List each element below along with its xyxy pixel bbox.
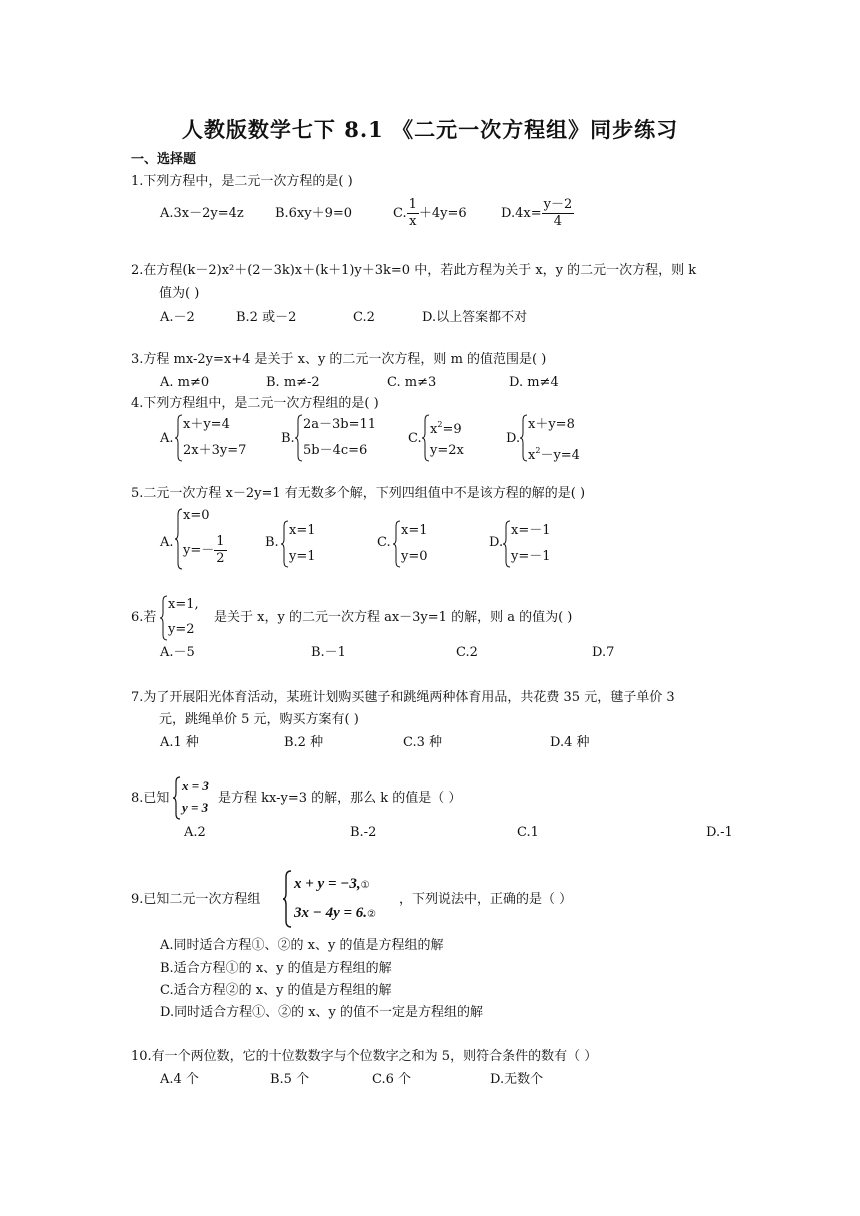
- q6-eq1: x=1,: [168, 597, 199, 612]
- q2-option-a: A.－2: [160, 310, 195, 325]
- q6-option-b: B.－1: [311, 645, 346, 660]
- q10-option-a: A.4 个: [160, 1072, 199, 1087]
- q7-option-c: C.3 种: [403, 735, 443, 750]
- q5-a-eq2: [183, 534, 227, 568]
- q5-a-eq2-prefix: y=－: [183, 543, 215, 558]
- q1-c-prefix: C.: [393, 206, 407, 221]
- q9-system: [283, 870, 403, 928]
- q8-system: [173, 776, 217, 820]
- q9-eq2-text: 3x − 4y = 6.: [294, 905, 368, 921]
- q5-c-eq1: x=1: [401, 523, 428, 538]
- brace-icon: [295, 414, 303, 462]
- q10-option-b: B.5 个: [270, 1072, 310, 1087]
- q7-line1: 7.为了开展阳光体育活动，某班计划购买毽子和跳绳两种体育用品，共花费 35 元，毽子单价 3: [131, 690, 675, 705]
- q1-option-c: [393, 196, 467, 232]
- q1-c-numerator: 1: [408, 197, 417, 212]
- document-title: 人教版数学七下 8.1 《二元一次方程组》同步练习: [181, 117, 679, 142]
- q5-c-eq2: y=0: [401, 549, 428, 564]
- q4-c-system: [422, 414, 482, 462]
- brace-icon: [175, 414, 183, 462]
- q2-option-b: B.2 或－2: [236, 310, 297, 325]
- q1-option-b: B.6xy＋9=0: [275, 206, 353, 221]
- q5-c-label: C.: [377, 535, 391, 550]
- q5-d-eq2: y=－1: [511, 549, 551, 564]
- q9-option-b: B.适合方程①的 x、y 的值是方程组的解: [160, 961, 392, 976]
- brace-icon: [281, 520, 289, 568]
- q3-option-b: B. m≠-2: [266, 375, 320, 390]
- q6-eq2: y=2: [168, 622, 195, 637]
- q3-option-a: A. m≠0: [160, 375, 210, 390]
- brace-icon: [160, 595, 168, 641]
- q4-d-label: D.: [506, 431, 521, 446]
- q4-d-eq2-base: x: [528, 448, 536, 463]
- brace-icon: [422, 414, 430, 462]
- q4-d-eq1: x＋y=8: [528, 417, 575, 432]
- q1-stem: 1.下列方程中，是二元一次方程的是( ): [131, 174, 353, 189]
- q5-stem: 5.二元一次方程 x－2y=1 有无数多个解，下列四组值中不是该方程的解的是( ): [131, 486, 586, 501]
- q4-d-eq2: [528, 443, 580, 464]
- q4-c-label: C.: [408, 431, 422, 446]
- q6-option-a: A.－5: [160, 645, 195, 660]
- q8-option-b: B.-2: [350, 825, 377, 840]
- q9-option-c: C.适合方程②的 x、y 的值是方程组的解: [160, 983, 392, 998]
- q8-option-a: A.2: [184, 825, 206, 840]
- q6-option-d: D.7: [592, 645, 615, 660]
- q4-d-eq2-rest: －y=4: [540, 448, 580, 463]
- q1-d-numerator: y－2: [543, 197, 573, 212]
- q6-option-c: C.2: [456, 645, 478, 660]
- q8-option-c: C.1: [517, 825, 539, 840]
- q9-marker-2: ②: [367, 909, 377, 920]
- q4-b-eq1: 2a－3b=11: [303, 417, 377, 432]
- q1-c-denominator: x: [409, 214, 417, 229]
- q4-a-eq2: 2x＋3y=7: [183, 443, 247, 458]
- brace-icon: [173, 776, 181, 820]
- q9-option-a: A.同时适合方程①、②的 x、y 的值是方程组的解: [160, 938, 444, 953]
- q5-a-denominator: 2: [216, 551, 225, 566]
- q7-option-d: D.4 种: [550, 735, 590, 750]
- q6-prefix: 6.若: [131, 610, 157, 625]
- q5-b-label: B.: [265, 535, 279, 550]
- q9-eq1-text: x + y = −3,: [294, 876, 361, 892]
- brace-icon: [503, 520, 511, 568]
- q5-d-eq1: x=－1: [511, 523, 551, 538]
- q4-d-system: [520, 414, 600, 462]
- q10-option-c: C.6 个: [372, 1072, 412, 1087]
- q4-b-system: [295, 414, 385, 462]
- q5-a-system: [175, 508, 245, 570]
- section-heading: 一、选择题: [131, 152, 197, 167]
- q9-marker-1: ①: [360, 880, 370, 891]
- q5-a-label: A.: [160, 535, 174, 550]
- q6-system: [160, 595, 210, 641]
- q4-d-exponent: 2: [535, 446, 541, 455]
- q1-c-suffix: ＋4y=6: [418, 206, 467, 221]
- q9-eq2: [294, 903, 376, 925]
- q4-b-label: B.: [281, 431, 295, 446]
- q1-d-prefix: D.4x=: [501, 206, 542, 221]
- q5-a-eq1: x=0: [183, 508, 210, 523]
- brace-icon: [175, 508, 183, 570]
- q4-c-eq1-rest: =9: [442, 422, 462, 437]
- q8-eq1: x = 3: [182, 778, 209, 793]
- q10-stem: 10.有一个两位数，它的十位数数字与个位数字之和为 5，则符合条件的数有（ ）: [131, 1049, 598, 1064]
- q3-option-d: D. m≠4: [509, 375, 559, 390]
- q10-option-d: D.无数个: [490, 1072, 544, 1087]
- q9-eq1: [294, 874, 370, 896]
- q2-option-d: D.以上答案都不对: [422, 310, 528, 325]
- brace-icon: [393, 520, 401, 568]
- q5-a-numerator: 1: [216, 534, 225, 549]
- q3-option-c: C. m≠3: [387, 375, 437, 390]
- q5-b-eq2: y=1: [289, 549, 316, 564]
- brace-icon: [520, 414, 528, 462]
- q7-option-b: B.2 种: [284, 735, 324, 750]
- q1-c-fraction: [407, 197, 419, 230]
- q2-option-c: C.2: [353, 310, 375, 325]
- q4-a-label: A.: [160, 431, 174, 446]
- q9-option-d: D.同时适合方程①、②的 x、y 的值不一定是方程组的解: [160, 1005, 484, 1020]
- q8-suffix: 是方程 kx-y=3 的解，那么 k 的值是（ ）: [218, 791, 462, 806]
- brace-icon: [283, 870, 292, 928]
- q7-line2: 元，跳绳单价 5 元，购买方案有( ): [159, 712, 359, 727]
- q4-c-eq1-base: x: [430, 422, 438, 437]
- q4-c-eq1: [430, 417, 462, 438]
- q2-line2: 值为( ): [159, 286, 200, 301]
- q2-line1: 2.在方程(k－2)x²＋(2－3k)x＋(k＋1)y＋3k=0 中，若此方程为关于 x，y 的二元一次方程，则 k: [131, 263, 697, 278]
- q8-option-d: D.-1: [706, 825, 733, 840]
- q4-c-exponent: 2: [437, 420, 443, 429]
- q9-prefix: 9.已知二元一次方程组: [131, 892, 261, 907]
- q5-b-system: [281, 520, 331, 568]
- q1-option-d: [501, 196, 574, 232]
- q5-d-system: [503, 520, 573, 568]
- q9-suffix: ，下列说法中，正确的是（ ）: [399, 892, 573, 907]
- q5-d-label: D.: [489, 535, 504, 550]
- q1-option-a: A.3x－2y=4z: [160, 206, 244, 221]
- q5-a-fraction: [214, 534, 226, 567]
- q4-stem: 4.下列方程组中，是二元一次方程组的是( ): [131, 396, 379, 411]
- q8-eq2: y = 3: [182, 800, 209, 815]
- q1-d-denominator: 4: [553, 214, 563, 229]
- q1-d-fraction: [542, 197, 575, 230]
- q8-prefix: 8.已知: [131, 791, 170, 806]
- q4-b-eq2: 5b－4c=6: [303, 443, 368, 458]
- q4-a-system: [175, 414, 255, 462]
- q4-a-eq1: x＋y=4: [183, 417, 230, 432]
- q7-option-a: A.1 种: [160, 735, 199, 750]
- q5-c-system: [393, 520, 443, 568]
- q3-stem: 3.方程 mx-2y=x+4 是关于 x、y 的二元一次方程，则 m 的值范围是( ): [131, 352, 547, 367]
- q4-c-eq2: y=2x: [430, 443, 464, 458]
- q5-b-eq1: x=1: [289, 523, 316, 538]
- q6-suffix: 是关于 x，y 的二元一次方程 ax－3y=1 的解，则 a 的值为( ): [214, 610, 573, 625]
